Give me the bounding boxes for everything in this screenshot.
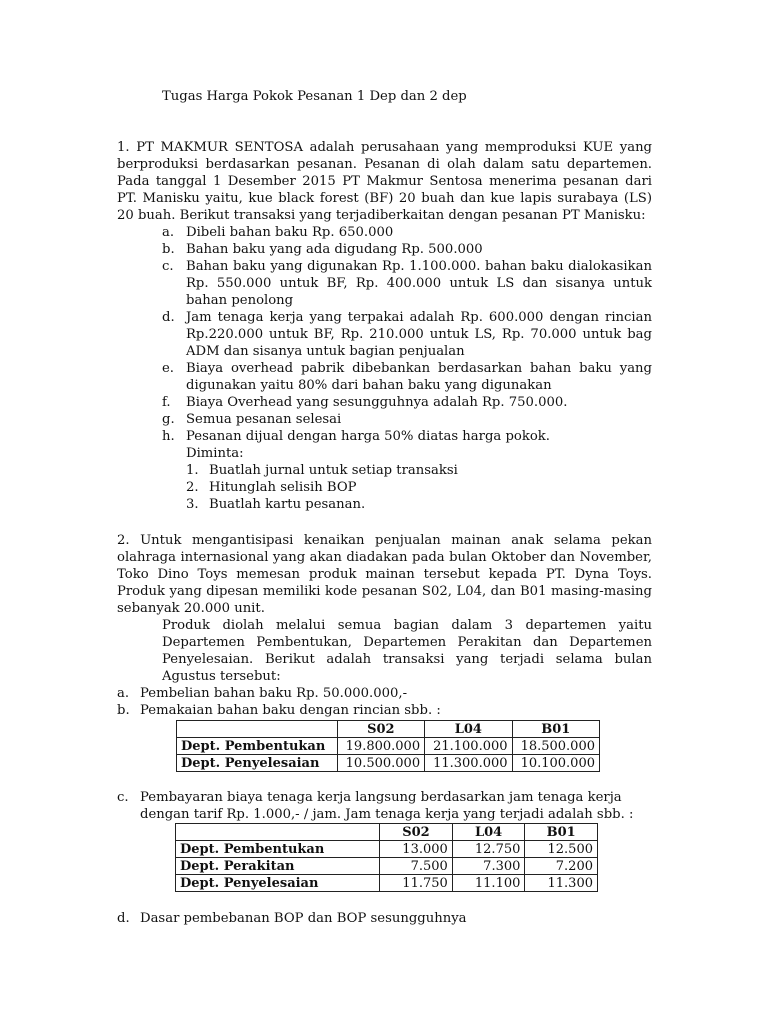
list-item: 2. Hitunglah selisih BOP <box>186 480 357 495</box>
document-title: Tugas Harga Pokok Pesanan 1 Dep dan 2 dep <box>162 89 467 104</box>
list-item: g. Semua pesanan selesai <box>162 412 342 427</box>
q1-transaction-list <box>117 224 652 445</box>
question-1 <box>117 139 652 513</box>
list-item: c. Bahan baku yang digunakan Rp. 1.100.000. bahan baku dialokasikan Rp. 550.000 untuk BF, Rp. 400.000 untuk LS dan sisanya untuk bahan penolong <box>162 259 652 308</box>
list-item: b. Bahan baku yang ada digudang Rp. 500.000 <box>162 242 483 257</box>
list-item: b. Pemakaian bahan baku dengan rincian sbb. : <box>117 703 441 718</box>
table-row: Dept. Penyelesaian 10.500.000 11.300.000 10.100.000 <box>177 755 600 772</box>
labor-hours-table <box>175 823 598 892</box>
list-item: a. Pembelian bahan baku Rp. 50.000.000,- <box>117 686 408 701</box>
table-row: Dept. Perakitan 7.500 7.300 7.200 <box>176 858 598 875</box>
q2-intro-continued: Produk diolah melalui semua bagian dalam 3 departemen yaitu Departemen Pembentukan, Departemen Perakitan dan Departemen Penyelesaian. Berikut adalah transaksi yang terjadi selama bulan Agustus tersebut: <box>162 618 652 684</box>
table-header-row: S02 L04 B01 <box>177 721 600 738</box>
list-item: a. Dibeli bahan baku Rp. 650.000 <box>162 225 394 240</box>
table-header-row: S02 L04 B01 <box>176 824 598 841</box>
table-row: Dept. Penyelesaian 11.750 11.100 11.300 <box>176 875 598 892</box>
list-item: 1. Buatlah jurnal untuk setiap transaksi <box>186 463 458 478</box>
list-item: e. Biaya overhead pabrik dibebankan berdasarkan bahan baku yang digunakan yaitu 80% dari bahan baku yang digunakan <box>162 361 652 393</box>
q2-item-c: c. Pembayaran biaya tenaga kerja langsung berdasarkan jam tenaga kerja dengan tarif Rp. 1.000,- / jam. Jam tenaga kerja yang terjadi adalah sbb. : <box>117 790 634 822</box>
material-usage-table <box>176 720 600 772</box>
q2-intro: 2. Untuk mengantisipasi kenaikan penjualan mainan anak selama pekan olahraga internasional yang akan diadakan pada bulan Oktober dan November, Toko Dino Toys memesan produk mainan tersebut kepada PT. Dyna Toys. Produk yang dipesan memiliki kode pesanan S02, L04, dan B01 masing-masing sebanyak 20.000 unit. <box>117 533 652 616</box>
q2-item-d: d. Dasar pembebanan BOP dan BOP sesungguhnya <box>117 911 467 926</box>
list-item: h. Pesanan dijual dengan harga 50% diatas harga pokok. <box>162 429 550 444</box>
q1-task-list <box>117 462 652 513</box>
q1-intro: 1. PT MAKMUR SENTOSA adalah perusahaan yang memproduksi KUE yang berproduksi berdasarkan pesanan. Pesanan di olah dalam satu departemen. Pada tanggal 1 Desember 2015 PT Makmur Sentosa menerima pesanan dari PT. Manisku yaitu, kue black forest (BF) 20 buah dan kue lapis surabaya (LS) 20 buah. Berikut transaksi yang terjadiberkaitan dengan pesanan PT Manisku: <box>117 140 652 223</box>
list-item: f. Biaya Overhead yang sesungguhnya adalah Rp. 750.000. <box>162 395 568 410</box>
list-item: 3. Buatlah kartu pesanan. <box>186 497 366 512</box>
diminta-label: Diminta: <box>186 446 244 461</box>
list-item: d. Jam tenaga kerja yang terpakai adalah Rp. 600.000 dengan rincian Rp.220.000 untuk BF, Rp. 210.000 untuk LS, Rp. 70.000 untuk bag ADM dan sisanya untuk bagian penjualan <box>162 310 652 359</box>
table-row: Dept. Pembentukan 13.000 12.750 12.500 <box>176 841 598 858</box>
table-row: Dept. Pembentukan 19.800.000 21.100.000 18.500.000 <box>177 738 600 755</box>
question-2 <box>117 532 652 719</box>
